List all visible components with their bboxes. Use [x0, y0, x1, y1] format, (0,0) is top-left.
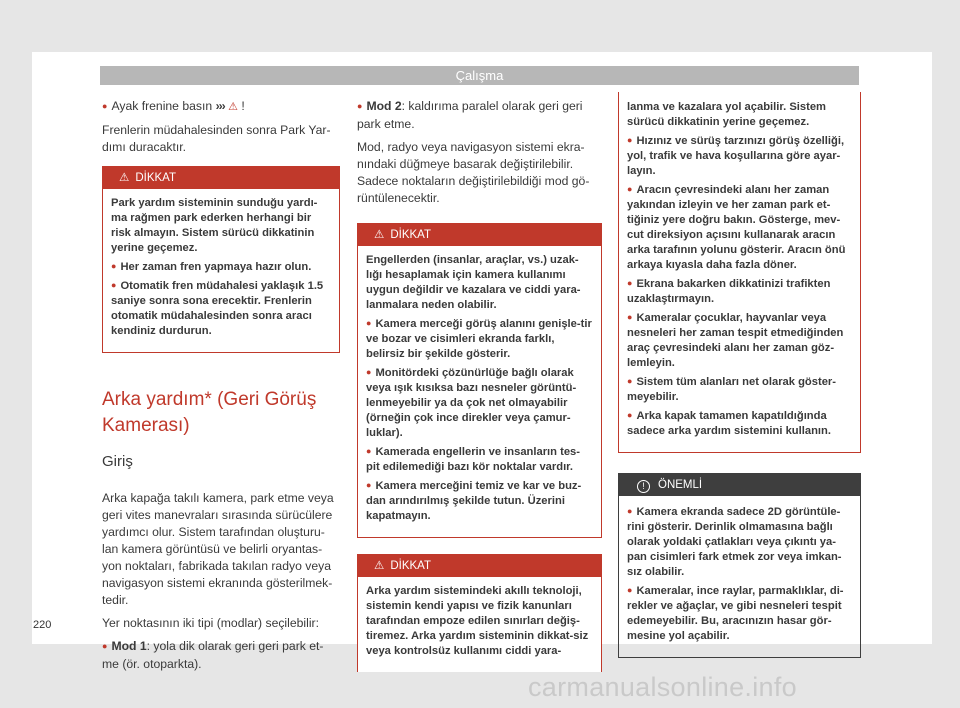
warning-bullet: ● Monitördeki çözünürlüğe bağlı olarak veya ışık kısıksa bazı nesneler görüntü-lenmeyebilir ya da çok net olmayabilir (örneğin çok ince direkler veya çamur-luklar). [366, 366, 593, 441]
paragraph: Arka kapağa takılı kamera, park etme veya geri vites manevraları sırasında sürücülere yardımcı olur. Sistem tarafından oluşturu-lan kamera görüntüsü ve belirli oryantas-yon noktaları, fabrikada takılan radyo veya navigasyon sistemi ekranında gösterilmek-tedir. [102, 491, 334, 607]
section-title: Arka yardım* (Geri Görüş Kamerası) [102, 389, 317, 436]
mode-item: ● Mod 1: yola dik olarak geri geri park et-me (ör. otoparkta). [102, 638, 340, 673]
warning-body [103, 189, 339, 352]
warning-text: Engellerden (insanlar, araçlar, vs.) uzak-lığı hesaplamak için kamera kullanımı uygun değildir ve kazalara ve ciddi yara-lanmalara neden olabilir. [366, 254, 581, 311]
mode-item: ● Mod 2: kaldırıma paralel olarak geri geri park etme. [357, 98, 602, 133]
warning-bullet: ● Kamera merceğini temiz ve kar ve buz-dan arındırılmış şekilde tutun. Üzerini kapatmayın. [366, 479, 593, 524]
page-number: 220 [33, 619, 52, 631]
warning-bullet: ● Aracın çevresindeki alanı her zaman yakından izleyin ve her zaman park et-tiğiniz yere doğru bakın. Gösterge, mev-cut direksiyon açısını kullanarak aracın arka tarafının yolunu gösterir. Aracın önü arkaya kıyasla daha fazla döner. [627, 183, 852, 273]
warning-bullet: ● Kamera merceği görüş alanını genişle-tir ve bozar ve cisimleri ekranda farklı, belirsiz bir şekilde gösterir. [366, 317, 593, 362]
warning-bullet: ● Arka kapak tamamen kapatıldığında sadece arka yardım sistemini kullanın. [627, 409, 852, 439]
warning-text: Park yardım sisteminin sunduğu yardı-ma rağmen park ederken herhangi bir risk almayın. Sistem sürücü dikkatinin yerine geçemez. [111, 197, 318, 254]
note-box [618, 473, 861, 658]
note-bullet: ● Kameralar, ince raylar, parmaklıklar, di-rekler ve ağaçlar, ve gibi nesneleri tespit edemeyebilir. Bu, aracınızın hasar gör-mesine yol açabilir. [627, 584, 852, 644]
warning-header: ⚠ DİKKAT [103, 167, 339, 189]
note-bullet: ● Kamera ekranda sadece 2D görüntüle-rini gösterir. Derinlik olmamasına bağlı olarak yoldaki çatlakları veya çıkıntı ya-pan cisimleri fark etmek zor veya imkan-sız olabilir. [627, 505, 852, 580]
warning-box [102, 166, 340, 353]
info-circle-icon: ! [637, 480, 650, 493]
column-right [618, 92, 861, 658]
warning-header: ⚠ DİKKAT [358, 224, 601, 246]
warning-box [357, 223, 602, 538]
warning-bullet: ● Kameralar çocuklar, hayvanlar veya nesneleri her zaman tespit etmediğinden araç çevresindeki alanı her zaman göz-lemleyin. [627, 311, 852, 371]
warning-body [619, 92, 860, 452]
cross-reference-arrows[interactable]: ››› [215, 99, 225, 113]
warning-triangle-icon: ⚠ [374, 560, 385, 572]
brake-instruction: ● Ayak frenine basın ››› ⚠ ! [102, 98, 340, 116]
warning-bullet: ● Kamerada engellerin ve insanların tes-pit edilemediği bazı kör noktalar vardır. [366, 445, 593, 475]
warning-bullet: ● Her zaman fren yapmaya hazır olun. [111, 260, 331, 275]
warning-body [358, 246, 601, 537]
warning-bullet: ● Otomatik fren müdahalesi yaklaşık 1.5 saniye sonra sona erecektir. Frenlerin otomatik müdahalesinden sonra aracı kendiniz durdurun. [111, 279, 331, 339]
paragraph: Yer noktasının iki tipi (modlar) seçilebilir: [102, 616, 319, 630]
warning-header: ⚠ DİKKAT [358, 555, 601, 577]
paragraph: Frenlerin müdahalesinden sonra Park Yar-dımı duracaktır. [102, 123, 331, 154]
warning-triangle-icon: ⚠ [374, 229, 385, 241]
warning-triangle-icon: ⚠ [228, 101, 239, 113]
watermark: carmanualsonline.info [528, 672, 797, 702]
warning-text: lanma ve kazalara yol açabilir. Sistem sürücü dikkatinin yerine geçemez. [627, 101, 827, 128]
sub-title: Giriş [102, 453, 133, 470]
warning-bullet: ● Hızınız ve sürüş tarzınızı görüş özelliği, yol, trafik ve hava koşullarına göre ayar-layın. [627, 134, 852, 179]
note-header: ! ÖNEMLİ [619, 474, 860, 496]
warning-box [357, 554, 602, 672]
warning-box-continued [618, 92, 861, 453]
column-middle [357, 98, 602, 672]
column-left [102, 98, 340, 679]
warning-bullet: ● Sistem tüm alanları net olarak göster-meyebilir. [627, 375, 852, 405]
section-header: Çalışma [100, 66, 859, 85]
warning-text: Arka yardım sistemindeki akıllı teknoloji, sistemin kendi yapısı ve fizik kanunları tarafından empoze edilen sınırları değiş-tiremez. Arka yardım sisteminin dikkat-siz veya kontrolsüz kullanımı ciddi yara- [366, 585, 589, 657]
warning-body [358, 577, 601, 672]
warning-triangle-icon: ⚠ [119, 172, 130, 184]
note-body [619, 496, 860, 657]
warning-bullet: ● Ekrana bakarken dikkatinizi trafikten uzaklaştırmayın. [627, 277, 852, 307]
paragraph: Mod, radyo veya navigasyon sistemi ekra-nındaki düğmeye basarak değiştirilebilir. Sadece noktaların değiştirilebildiği mod gö-rüntülenecektir. [357, 140, 590, 205]
